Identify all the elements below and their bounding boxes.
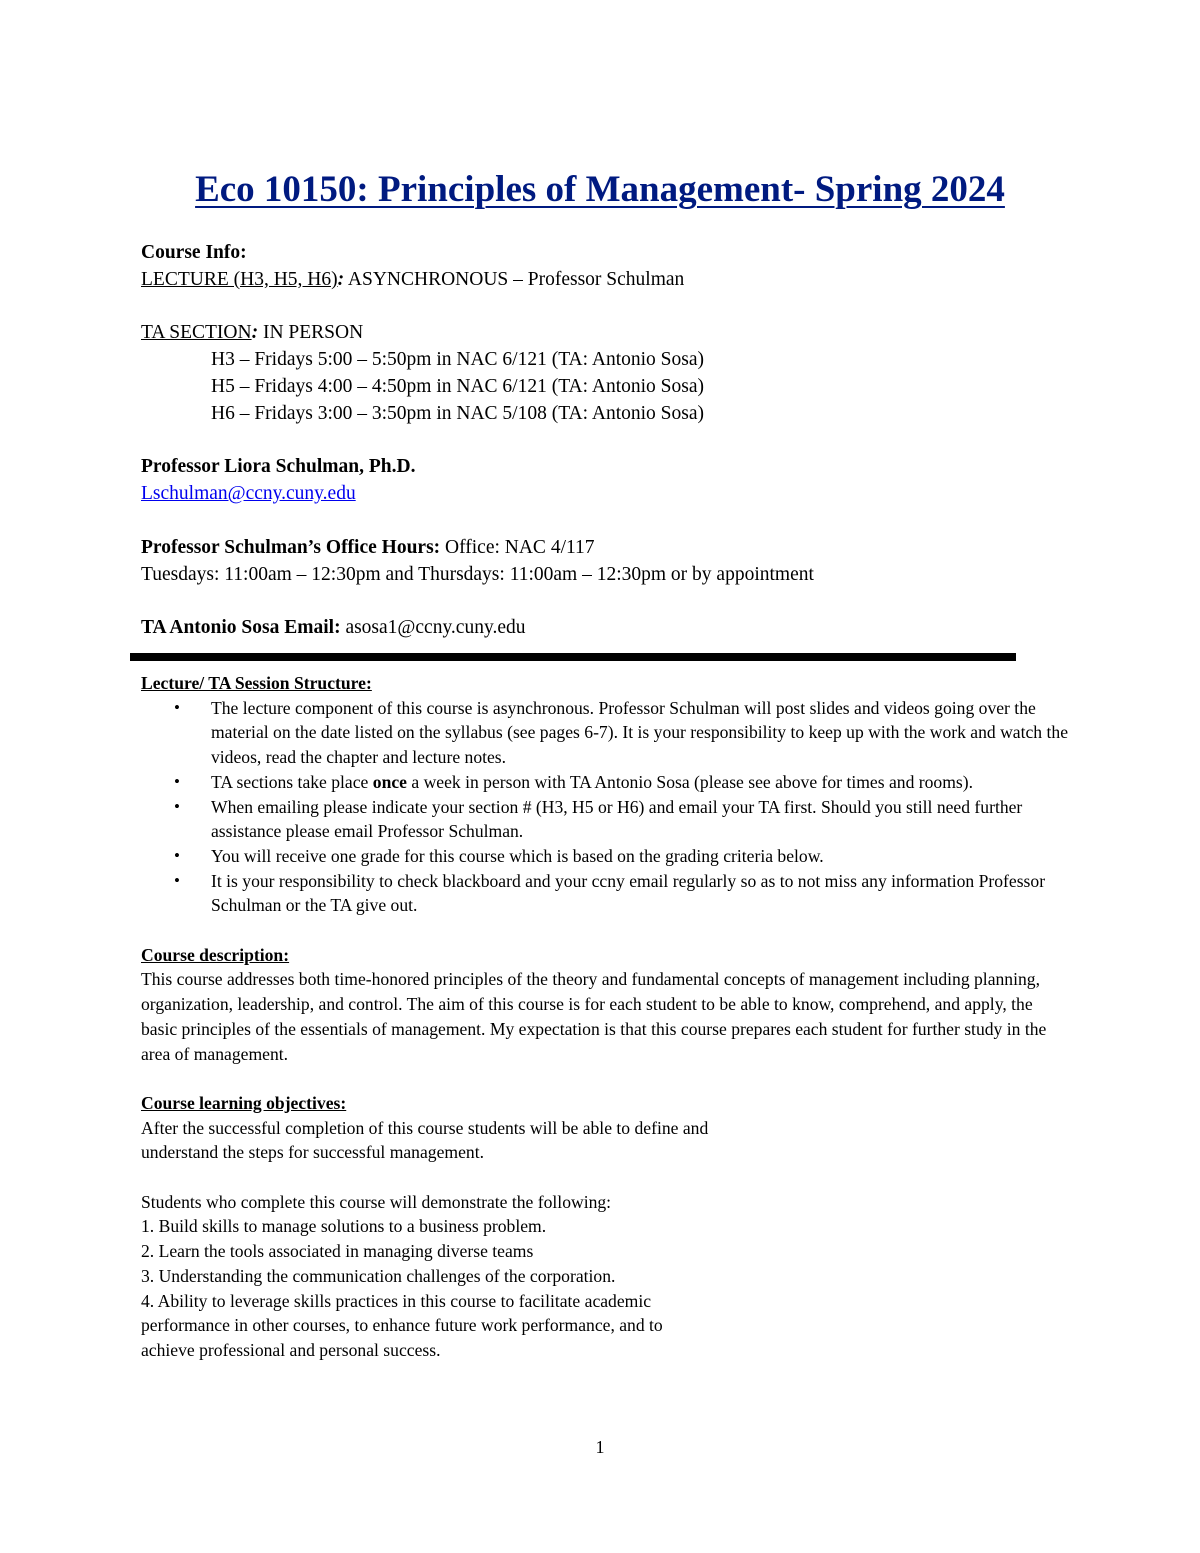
objective-item-continued: achieve professional and personal success. (141, 1339, 441, 1360)
description-text: This course addresses both time-honored principles of the theory and fundamental concepts of management including planning, organization, leadership, and control. The aim of this course is for each student to be able to know, comprehend, and apply, the basic principles of the essentials of management. My expectation is that this course prepares each student for further study in the area of management. (141, 969, 1047, 1064)
list-item: • TA sections take place once a week in person with TA Antonio Sosa (please see above for times and rooms). (174, 771, 973, 792)
page-number: 1 (595, 1437, 605, 1457)
office-hours-times: Tuesdays: 11:00am – 12:30pm and Thursdays: 11:00am – 12:30pm or by appointment (141, 563, 814, 585)
list-item: • When emailing please indicate your section # (H3, H5 or H6) and email your TA first. Should you still need further assistance please email Professor Schulman. (174, 796, 1023, 842)
lecture-line: LECTURE (H3, H5, H6): ASYNCHRONOUS – Professor Schulman (141, 268, 685, 290)
objective-item: 2. Learn the tools associated in managing diverse teams (141, 1241, 534, 1262)
objective-item-continued: performance in other courses, to enhance future work performance, and to (141, 1315, 663, 1336)
structure-list (141, 696, 1071, 918)
section-h6: H6 – Fridays 3:00 – 3:50pm in NAC 5/108 (TA: Antonio Sosa) (211, 402, 704, 424)
professor-name: Professor Liora Schulman, Ph.D. (141, 456, 416, 478)
professor-email-link[interactable]: Lschulman@ccny.cuny.edu (141, 483, 356, 505)
ta-section-line: TA SECTION: IN PERSON (141, 322, 364, 344)
page-title: Eco 10150: Principles of Management- Spring 2024 (195, 169, 1005, 210)
objectives-intro-1: After the successful completion of this course students will be able to define and (141, 1117, 709, 1138)
structure-section (141, 671, 1071, 1363)
section-h3: H3 – Fridays 5:00 – 5:50pm in NAC 6/121 (TA: Antonio Sosa) (211, 349, 704, 371)
objective-item: 3. Understanding the communication challenges of the corporation. (141, 1265, 616, 1286)
office-hours-line: Professor Schulman’s Office Hours: Office: NAC 4/117 (141, 536, 595, 558)
ta-email-line: TA Antonio Sosa Email: asosa1@ccny.cuny.edu (141, 617, 526, 639)
list-item: • It is your responsibility to check blackboard and your ccny email regularly so as to not miss any information Professor Schulman or the TA give out. (174, 870, 1046, 916)
list-item: • You will receive one grade for this course which is based on the grading criteria below. (174, 845, 824, 866)
objectives-lead: Students who complete this course will demonstrate the following: (141, 1191, 612, 1212)
description-heading: Course description: (141, 944, 290, 965)
objective-item: 4. Ability to leverage skills practices in this course to facilitate academic (141, 1290, 652, 1311)
course-info-heading: Course Info: (141, 242, 247, 263)
objectives-heading: Course learning objectives: (141, 1092, 347, 1113)
section-h5: H5 – Fridays 4:00 – 4:50pm in NAC 6/121 (TA: Antonio Sosa) (211, 375, 704, 397)
section-divider (130, 653, 1016, 661)
course-info-block (141, 240, 1071, 642)
objectives-intro-2: understand the steps for successful management. (141, 1142, 484, 1163)
structure-heading: Lecture/ TA Session Structure: (141, 673, 372, 693)
objective-item: 1. Build skills to manage solutions to a business problem. (141, 1216, 547, 1237)
list-item: • The lecture component of this course is asynchronous. Professor Schulman will post slides and videos going over the material on the date listed on the syllabus (see pages 6-7). It is your responsibility to keep up with the work and watch the videos, read the chapter and lecture notes. (174, 697, 1068, 768)
